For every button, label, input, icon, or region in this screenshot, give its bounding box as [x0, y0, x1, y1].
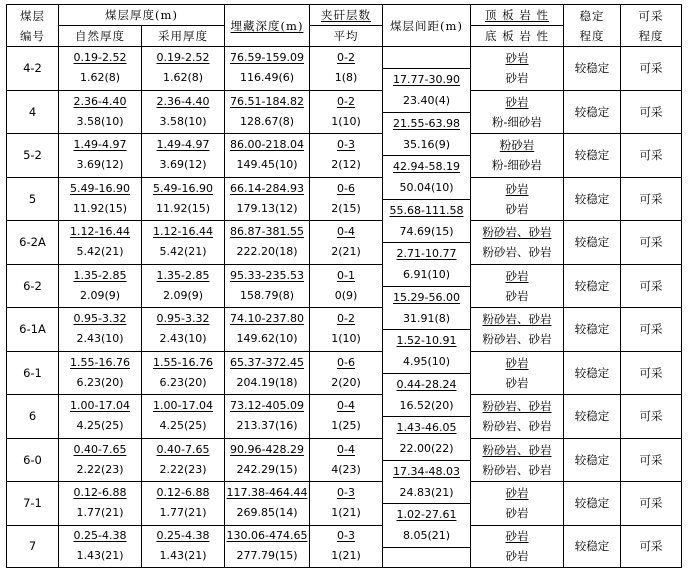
parting-range: 0-4 [337, 399, 355, 413]
minability-cell: 可采 [621, 264, 682, 308]
spacing-avg: 4.95(10) [402, 355, 451, 369]
parting-range: 0-2 [337, 312, 355, 326]
used-thickness-cell [142, 264, 225, 308]
depth-range: 90.96-428.29 [230, 442, 304, 456]
spacing-cell [383, 199, 471, 221]
used-thickness-range: 5.49-16.90 [153, 181, 213, 195]
natural-thickness-cell [59, 525, 142, 567]
spacing-cell [383, 525, 471, 547]
parting-cell [310, 221, 383, 265]
spacing-cell [383, 373, 471, 395]
table-row [7, 438, 682, 460]
header-natural-thickness: 自然厚度 [59, 26, 142, 47]
floor-lithology: 粉-细砂岩 [492, 114, 542, 129]
minability-cell: 可采 [621, 177, 682, 221]
roof-lithology: 砂岩 [505, 268, 529, 283]
depth-cell [225, 308, 310, 352]
depth-cell [225, 90, 310, 134]
spacing-cell [383, 134, 471, 156]
floor-lithology: 粉砂岩、砂岩 [482, 332, 552, 347]
spacing-cell [383, 221, 471, 243]
table-row [7, 351, 682, 373]
natural-thickness-cell [59, 264, 142, 308]
parting-range: 0-3 [337, 486, 355, 500]
depth-cell [225, 395, 310, 439]
spacing-cell [383, 264, 471, 286]
natural-thickness-range: 1.12-16.44 [70, 225, 130, 239]
lithology-cell [471, 134, 564, 178]
spacing-range: 0.44-28.24 [396, 377, 457, 391]
minability-cell: 可采 [621, 221, 682, 265]
roof-lithology: 砂岩 [505, 181, 529, 196]
header-spacing: 煤层间距(m) [383, 5, 471, 47]
used-thickness-cell [142, 47, 225, 91]
parting-cell [310, 264, 383, 308]
used-thickness-avg: 3.69(12) [159, 158, 207, 172]
parting-range: 0-6 [337, 355, 355, 369]
lithology-cell [471, 395, 564, 439]
depth-range: 86.87-381.55 [230, 225, 304, 239]
stability-cell: 较稳定 [564, 525, 621, 567]
natural-thickness-cell [59, 438, 142, 482]
stability-cell: 较稳定 [564, 47, 621, 91]
parting-avg: 1(8) [334, 71, 358, 85]
used-thickness-avg: 1.43(21) [159, 549, 207, 562]
spacing-avg: 8.05(21) [402, 529, 451, 543]
natural-thickness-cell [59, 47, 142, 91]
header-roof: 顶 板 岩 性 [471, 5, 564, 26]
parting-cell [310, 395, 383, 439]
header-parting-avg: 平均 [310, 26, 383, 47]
natural-thickness-cell [59, 395, 142, 439]
depth-range: 117.38-464.44 [226, 486, 308, 500]
natural-thickness-avg: 2.09(9) [79, 288, 121, 302]
spacing-range: 42.94-58.19 [393, 160, 460, 173]
header-depth: 埋藏深度(m) [225, 5, 310, 47]
depth-cell [225, 264, 310, 308]
natural-thickness-avg: 5.42(21) [76, 245, 124, 259]
used-thickness-cell [142, 395, 225, 439]
stability-cell: 较稳定 [564, 90, 621, 134]
natural-thickness-range: 0.12-6.88 [73, 486, 127, 500]
lithology-cell [471, 177, 564, 221]
header-used-thickness: 采用厚度 [142, 26, 225, 47]
natural-thickness-range: 1.00-17.04 [70, 399, 130, 413]
spacing-cell [383, 504, 471, 526]
used-thickness-cell [142, 351, 225, 395]
stability-cell: 较稳定 [564, 438, 621, 482]
stability-cell: 较稳定 [564, 134, 621, 178]
roof-lithology: 砂岩 [505, 51, 529, 66]
parting-avg: 1(25) [331, 419, 361, 433]
seam-number-cell: 6-1 [7, 351, 59, 395]
parting-range: 0-3 [337, 138, 355, 152]
used-thickness-cell [142, 308, 225, 352]
table-row [7, 482, 682, 504]
stability-cell: 较稳定 [564, 308, 621, 352]
natural-thickness-avg: 6.23(20) [76, 375, 124, 389]
depth-avg: 277.79(15) [236, 549, 298, 562]
table-row [7, 90, 682, 112]
natural-thickness-cell [59, 482, 142, 526]
floor-lithology: 砂岩 [505, 506, 529, 521]
used-thickness-range: 0.25-4.38 [156, 529, 210, 542]
used-thickness-range: 0.12-6.88 [156, 486, 210, 500]
spacing-range: 21.55-63.98 [393, 116, 460, 130]
natural-thickness-avg: 3.58(10) [76, 114, 124, 128]
header-floor: 底 板 岩 性 [471, 26, 564, 47]
stability-cell: 较稳定 [564, 221, 621, 265]
header-thickness: 煤层厚度(m) [59, 5, 225, 26]
depth-range: 86.00-218.04 [230, 138, 304, 152]
parting-avg: 2(12) [331, 158, 361, 172]
parting-range: 0-2 [337, 94, 355, 108]
roof-lithology: 砂岩 [505, 529, 529, 543]
spacing-avg: 31.91(8) [402, 311, 451, 325]
spacing-avg: 16.52(20) [399, 398, 454, 412]
parting-avg: 1(10) [331, 114, 361, 128]
parting-cell [310, 308, 383, 352]
used-thickness-avg: 11.92(15) [155, 201, 211, 215]
depth-cell [225, 134, 310, 178]
natural-thickness-avg: 3.69(12) [76, 158, 124, 172]
parting-range: 0-6 [337, 181, 355, 195]
seam-number-cell: 7 [7, 525, 59, 567]
used-thickness-range: 1.49-4.97 [156, 138, 210, 152]
spacing-range: 17.34-48.03 [393, 464, 460, 478]
spacing-avg: 24.83(21) [399, 485, 454, 499]
natural-thickness-range: 2.36-4.40 [73, 94, 127, 108]
header-minability: 可采 程度 [621, 5, 682, 47]
natural-thickness-range: 0.95-3.32 [73, 312, 127, 326]
parting-cell [310, 90, 383, 134]
lithology-cell [471, 90, 564, 134]
natural-thickness-avg: 1.77(21) [76, 506, 124, 520]
natural-thickness-range: 1.49-4.97 [73, 138, 127, 152]
parting-range: 0-3 [337, 529, 355, 542]
parting-range: 0-2 [337, 51, 355, 65]
roof-lithology: 砂岩 [505, 486, 529, 501]
natural-thickness-cell [59, 90, 142, 134]
seam-number-cell: 6-2A [7, 221, 59, 265]
floor-lithology: 砂岩 [505, 288, 529, 303]
table-row [7, 47, 682, 69]
natural-thickness-range: 5.49-16.90 [70, 181, 130, 195]
minability-cell: 可采 [621, 351, 682, 395]
spacing-cell [383, 243, 471, 265]
depth-cell [225, 438, 310, 482]
used-thickness-avg: 1.77(21) [159, 506, 207, 520]
spacing-avg: 23.40(4) [402, 94, 451, 108]
used-thickness-cell [142, 90, 225, 134]
spacing-cell [383, 438, 471, 460]
spacing-cell [383, 177, 471, 199]
minability-cell: 可采 [621, 134, 682, 178]
parting-range: 0-4 [337, 442, 355, 456]
spacing-range: 1.52-10.91 [396, 334, 457, 347]
natural-thickness-range: 0.25-4.38 [73, 529, 127, 542]
stability-cell: 较稳定 [564, 351, 621, 395]
stability-cell: 较稳定 [564, 482, 621, 526]
roof-lithology: 粉砂岩、砂岩 [482, 399, 552, 414]
spacing-avg: 74.69(15) [399, 224, 454, 238]
used-thickness-range: 1.55-16.76 [153, 355, 213, 369]
natural-thickness-avg: 2.43(10) [76, 332, 124, 346]
natural-thickness-range: 1.55-16.76 [70, 355, 130, 369]
seam-number-cell: 6-2 [7, 264, 59, 308]
natural-thickness-avg: 1.62(8) [79, 71, 121, 85]
table-row [7, 134, 682, 156]
spacing-cell [383, 330, 471, 352]
depth-avg: 179.13(12) [236, 201, 298, 215]
natural-thickness-cell [59, 134, 142, 178]
depth-range: 73.12-405.09 [230, 399, 304, 413]
spacing-avg: 35.16(9) [402, 137, 451, 151]
roof-lithology: 粉砂岩、砂岩 [482, 442, 552, 457]
roof-lithology: 砂岩 [505, 355, 529, 370]
depth-cell [225, 47, 310, 91]
seam-number-cell: 6 [7, 395, 59, 439]
spacing-range: 1.43-46.05 [396, 421, 457, 434]
parting-avg: 1(21) [331, 549, 361, 562]
seam-number-cell: 6-0 [7, 438, 59, 482]
floor-lithology: 砂岩 [505, 201, 529, 216]
natural-thickness-cell [59, 221, 142, 265]
depth-range: 130.06-474.65 [226, 529, 308, 542]
header-parting: 夹矸层数 [310, 5, 383, 26]
roof-lithology: 粉砂岩 [499, 138, 535, 153]
natural-thickness-avg: 11.92(15) [72, 201, 128, 215]
minability-cell: 可采 [621, 482, 682, 526]
parting-cell [310, 47, 383, 91]
used-thickness-avg: 5.42(21) [159, 245, 207, 259]
parting-avg: 2(15) [331, 201, 361, 215]
table-row [7, 177, 682, 199]
table-row [7, 395, 682, 417]
table-row [7, 525, 682, 547]
used-thickness-avg: 3.58(10) [159, 114, 207, 128]
lithology-cell [471, 351, 564, 395]
spacing-range: 15.29-56.00 [393, 290, 460, 304]
spacing-cell [383, 69, 471, 91]
spacing-cell [383, 112, 471, 134]
depth-range: 66.14-284.93 [230, 181, 304, 195]
seam-number-cell: 4-2 [7, 47, 59, 91]
parting-cell [310, 525, 383, 567]
header-seam-no: 煤层 编号 [7, 5, 59, 47]
lithology-cell [471, 438, 564, 482]
floor-lithology: 砂岩 [505, 71, 529, 86]
used-thickness-cell [142, 177, 225, 221]
minability-cell: 可采 [621, 438, 682, 482]
seam-number-cell: 7-1 [7, 482, 59, 526]
minability-cell: 可采 [621, 47, 682, 91]
depth-cell [225, 525, 310, 567]
used-thickness-range: 1.12-16.44 [153, 225, 213, 239]
parting-avg: 0(9) [334, 288, 358, 302]
roof-lithology: 粉砂岩、砂岩 [482, 312, 552, 327]
depth-avg: 242.29(15) [236, 462, 298, 476]
natural-thickness-avg: 4.25(25) [76, 419, 124, 433]
seam-number-cell: 6-1A [7, 308, 59, 352]
table-row [7, 308, 682, 330]
spacing-avg: 22.00(22) [399, 442, 454, 456]
natural-thickness-range: 0.19-2.52 [73, 51, 127, 65]
natural-thickness-range: 1.35-2.85 [73, 268, 127, 282]
depth-avg: 204.19(18) [236, 375, 298, 389]
depth-cell [225, 482, 310, 526]
spacing-cell [383, 395, 471, 417]
spacing-range: 17.77-30.90 [393, 73, 460, 86]
used-thickness-avg: 2.09(9) [162, 288, 204, 302]
depth-avg: 116.49(6) [239, 71, 295, 85]
spacing-avg: 50.04(10) [399, 181, 454, 195]
parting-avg: 1(21) [331, 506, 361, 520]
lithology-cell [471, 482, 564, 526]
natural-thickness-range: 0.40-7.65 [73, 442, 127, 456]
spacing-empty-cell [383, 47, 471, 69]
used-thickness-cell [142, 134, 225, 178]
spacing-empty-cell [383, 547, 471, 567]
spacing-cell [383, 156, 471, 178]
depth-avg: 222.20(18) [236, 245, 298, 259]
spacing-cell [383, 482, 471, 504]
depth-range: 76.51-184.82 [230, 94, 304, 108]
used-thickness-cell [142, 525, 225, 567]
lithology-cell [471, 47, 564, 91]
parting-cell [310, 351, 383, 395]
parting-avg: 1(10) [331, 332, 361, 346]
natural-thickness-cell [59, 177, 142, 221]
natural-thickness-avg: 2.22(23) [76, 462, 124, 476]
stability-cell: 较稳定 [564, 395, 621, 439]
spacing-cell [383, 286, 471, 308]
spacing-cell [383, 460, 471, 482]
spacing-avg: 6.91(10) [402, 268, 451, 282]
parting-cell [310, 177, 383, 221]
parting-cell [310, 482, 383, 526]
depth-cell [225, 177, 310, 221]
parting-cell [310, 438, 383, 482]
parting-avg: 2(20) [331, 375, 361, 389]
seam-number-cell: 4 [7, 90, 59, 134]
depth-avg: 149.62(10) [236, 332, 298, 346]
natural-thickness-avg: 1.43(21) [76, 549, 124, 562]
lithology-cell [471, 264, 564, 308]
depth-range: 76.59-159.09 [230, 51, 304, 65]
floor-lithology: 粉砂岩、砂岩 [482, 419, 552, 434]
used-thickness-avg: 1.62(8) [162, 71, 204, 85]
parting-cell [310, 134, 383, 178]
seam-number-cell: 5-2 [7, 134, 59, 178]
depth-range: 74.10-237.80 [230, 312, 304, 326]
used-thickness-range: 1.00-17.04 [153, 399, 213, 413]
depth-avg: 128.67(8) [239, 114, 295, 128]
depth-cell [225, 221, 310, 265]
seam-number-cell: 5 [7, 177, 59, 221]
used-thickness-avg: 4.25(25) [159, 419, 207, 433]
coal-seam-table [6, 4, 682, 568]
used-thickness-range: 2.36-4.40 [156, 94, 210, 108]
floor-lithology: 粉砂岩、砂岩 [482, 462, 552, 477]
depth-avg: 149.45(10) [236, 158, 298, 172]
spacing-cell [383, 90, 471, 112]
depth-range: 95.33-235.53 [230, 268, 304, 282]
lithology-cell [471, 308, 564, 352]
minability-cell: 可采 [621, 308, 682, 352]
minability-cell: 可采 [621, 395, 682, 439]
minability-cell: 可采 [621, 90, 682, 134]
used-thickness-range: 0.19-2.52 [156, 51, 210, 65]
table-row [7, 264, 682, 286]
spacing-cell [383, 351, 471, 373]
roof-lithology: 砂岩 [505, 94, 529, 109]
parting-range: 0-4 [337, 225, 355, 239]
used-thickness-avg: 2.43(10) [159, 332, 207, 346]
depth-range: 65.37-372.45 [230, 355, 304, 369]
table-row [7, 221, 682, 243]
lithology-cell [471, 221, 564, 265]
used-thickness-cell [142, 438, 225, 482]
depth-avg: 158.79(8) [239, 288, 295, 302]
header-stability: 稳定 程度 [564, 5, 621, 47]
parting-avg: 2(21) [331, 245, 361, 259]
roof-lithology: 粉砂岩、砂岩 [482, 225, 552, 240]
used-thickness-range: 1.35-2.85 [156, 268, 210, 282]
spacing-cell [383, 417, 471, 439]
used-thickness-cell [142, 482, 225, 526]
spacing-range: 1.02-27.61 [396, 508, 457, 521]
used-thickness-avg: 2.22(23) [159, 462, 207, 476]
floor-lithology: 砂岩 [505, 375, 529, 390]
parting-avg: 4(23) [331, 462, 361, 476]
parting-range: 0-1 [337, 268, 355, 282]
used-thickness-range: 0.40-7.65 [156, 442, 210, 456]
floor-lithology: 粉砂岩、砂岩 [482, 245, 552, 260]
floor-lithology: 砂岩 [505, 549, 529, 563]
stability-cell: 较稳定 [564, 177, 621, 221]
natural-thickness-cell [59, 351, 142, 395]
used-thickness-range: 0.95-3.32 [156, 312, 210, 326]
minability-cell: 可采 [621, 525, 682, 567]
depth-cell [225, 351, 310, 395]
lithology-cell [471, 525, 564, 567]
floor-lithology: 粉-细砂岩 [492, 158, 542, 173]
used-thickness-avg: 6.23(20) [159, 375, 207, 389]
spacing-cell [383, 308, 471, 330]
natural-thickness-cell [59, 308, 142, 352]
spacing-range: 2.71-10.77 [396, 247, 457, 260]
stability-cell: 较稳定 [564, 264, 621, 308]
spacing-range: 55.68-111.58 [389, 203, 464, 217]
used-thickness-cell [142, 221, 225, 265]
depth-avg: 269.85(14) [236, 506, 298, 520]
depth-avg: 213.37(16) [236, 419, 298, 433]
